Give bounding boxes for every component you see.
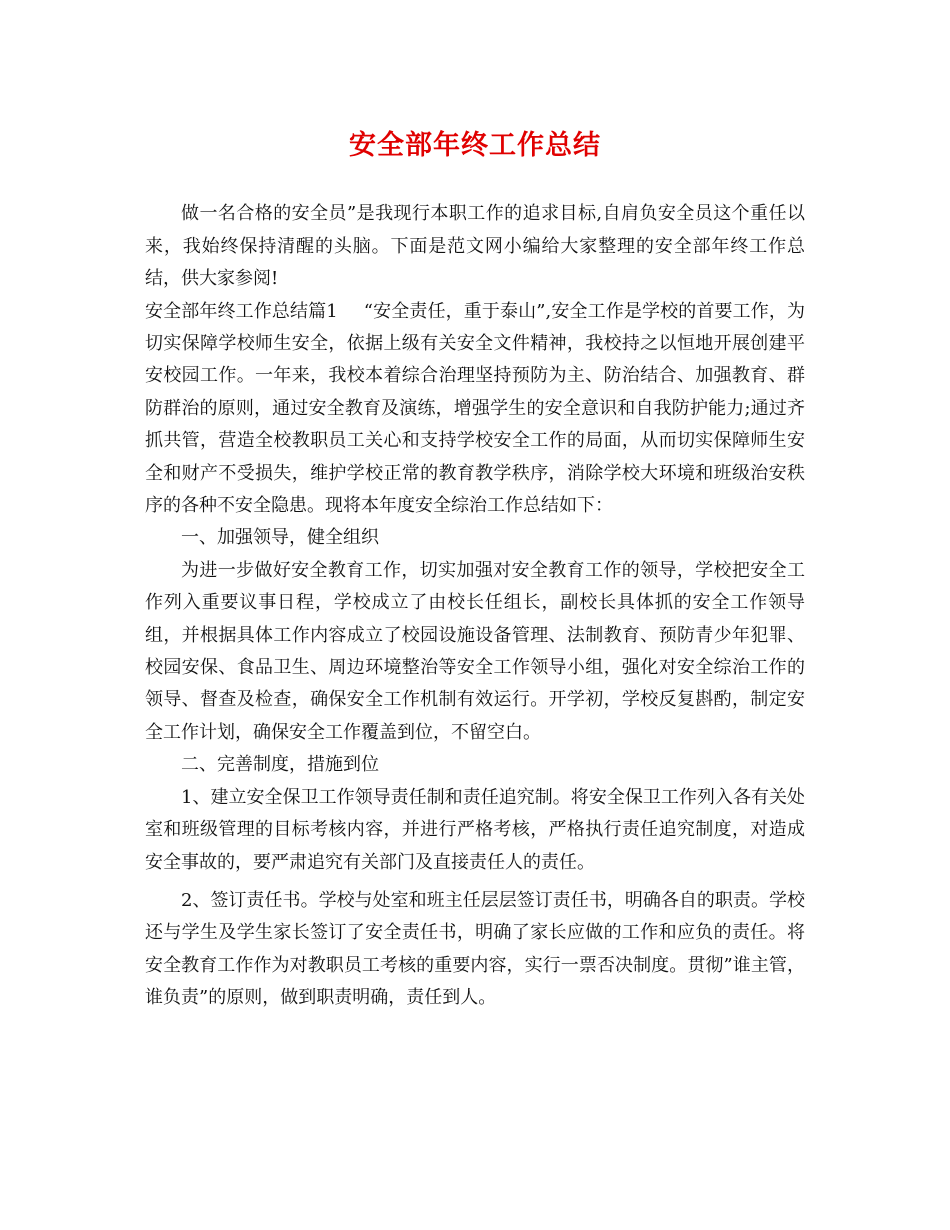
- section-1-heading: 一、加强领导，健全组织: [181, 527, 379, 549]
- section-2-heading: 二、完善制度，措施到位: [181, 754, 379, 776]
- section-2-item-1: 1、建立安全保卫工作领导责任制和责任追究制。将安全保卫工作列入各有关处室和班级管理的目标考核内容，并进行严格考核，严格执行责任追究制度，对造成安全事故的，要严肃追究有关部门及直接责任人的责任。: [145, 786, 805, 873]
- document-title: 安全部年终工作总结: [349, 130, 601, 161]
- document-page: [145, 130, 805, 1015]
- section-1-paragraph: 为进一步做好安全教育工作，切实加强对安全教育工作的领导，学校把安全工作列入重要议事日程，学校成立了由校长任组长，副校长具体抓的安全工作领导组，并根据具体工作内容成立了校园设施设备管理、法制教育、预防青少年犯罪、校园安保、食品卫生、周边环境整治等安全工作领导小组，强化对安全综治工作的领导、督查及检查，确保安全工作机制有效运行。开学初，学校反复斟酌，制定安全工作计划，确保安全工作覆盖到位，不留空白。: [145, 559, 805, 743]
- article-body: “安全责任，重于泰山”,安全工作是学校的首要工作，为切实保障学校师生安全，依据上级有关安全文件精神，我校持之以恒地开展创建平安校园工作。一年来，我校本着综合治理坚持预防为主、防治结合、加强教育、群防群治的原则，通过安全教育及演练，增强学生的安全意识和自我防护能力;通过齐抓共管，营造全校教职员工关心和支持学校安全工作的局面，从而切实保障师生安全和财产不受损失，维护学校正常的教育教学秩序，消除学校大环境和班级治安秩序的各种不安全隐患。现将本年度安全综治工作总结如下：: [145, 300, 806, 517]
- article-label: 安全部年终工作总结篇1: [145, 300, 338, 322]
- intro-paragraph: 做一名合格的安全员”是我现行本职工作的追求目标,自肩负安全员这个重任以来，我始终保持清醒的头脑。下面是范文网小编给大家整理的安全部年终工作总结，供大家参阅!: [145, 203, 805, 290]
- section-2-item-2: 2、签订责任书。学校与处室和班主任层层签订责任书，明确各自的职责。学校还与学生及学生家长签订了安全责任书，明确了家长应做的工作和应负的责任。将安全教育工作作为对教职员工考核的重要内容，实行一票否决制度。贯彻”谁主管，谁负责”的原则，做到职责明确，责任到人。: [145, 889, 805, 1009]
- article-paragraph: [145, 296, 805, 523]
